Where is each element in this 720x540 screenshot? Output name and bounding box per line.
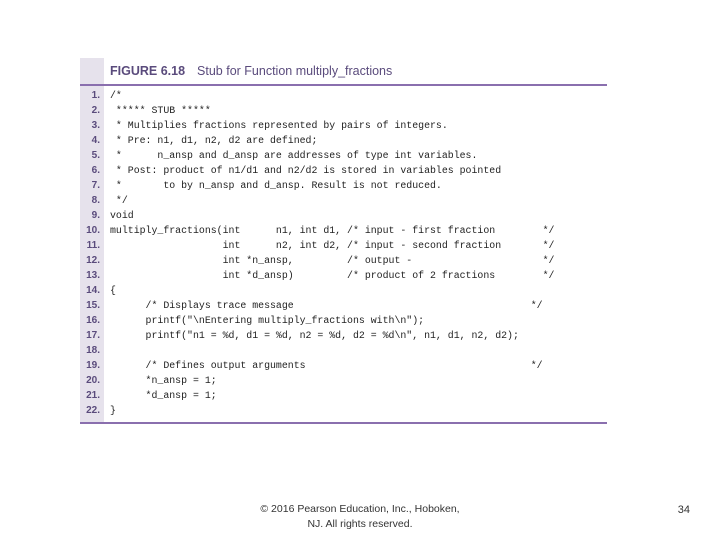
code-line: [110, 343, 554, 358]
line-number: 9.: [91, 210, 100, 221]
line-number-gutter: [80, 86, 104, 422]
line-number: 2.: [91, 105, 100, 116]
figure-label: FIGURE 6.18: [110, 64, 186, 78]
line-number: 3.: [91, 120, 100, 131]
copyright-notice: [220, 502, 500, 532]
code-line: multiply_fractions(int n1, int d1, /* input - first fraction */: [110, 225, 555, 236]
line-number: 6.: [91, 165, 100, 176]
code-line: int *n_ansp, /* output - */: [110, 255, 555, 266]
code-figure: [80, 58, 607, 424]
code-line: printf("\nEntering multiply_fractions with\n");: [110, 315, 425, 326]
line-number: 8.: [91, 195, 100, 206]
page-number: 34: [677, 504, 690, 516]
code-line: * Multiplies fractions represented by pairs of integers.: [110, 120, 448, 131]
code-line: * n_ansp and d_ansp are addresses of type int variables.: [110, 150, 478, 161]
line-number: 19.: [86, 360, 100, 371]
code-line: /* Displays trace message */: [110, 300, 543, 311]
code-line: void: [110, 210, 134, 221]
line-number: 22.: [86, 405, 100, 416]
code-line: *n_ansp = 1;: [110, 375, 217, 386]
gutter-header-strip: [80, 58, 104, 84]
code-line: * to by n_ansp and d_ansp. Result is not reduced.: [110, 180, 442, 191]
code-line: *d_ansp = 1;: [110, 390, 217, 401]
line-number: 11.: [86, 240, 100, 251]
copyright-line-1: © 2016 Pearson Education, Inc., Hoboken,: [260, 503, 460, 515]
line-number: 7.: [91, 180, 100, 191]
code-line: /* Defines output arguments */: [110, 360, 543, 371]
code-line: int *d_ansp) /* product of 2 fractions */: [110, 270, 555, 281]
code-line: ***** STUB *****: [110, 105, 211, 116]
code-line: /*: [110, 90, 122, 101]
code-line: * Pre: n1, d1, n2, d2 are defined;: [110, 135, 318, 146]
line-number: 12.: [86, 255, 100, 266]
line-number: 15.: [86, 300, 100, 311]
line-number: 14.: [86, 285, 100, 296]
code-line: {: [110, 285, 116, 296]
code-line: printf("n1 = %d, d1 = %d, n2 = %d, d2 = %d\n", n1, d1, n2, d2);: [110, 330, 519, 341]
line-number: 17.: [86, 330, 100, 341]
code-body: [104, 86, 554, 422]
code-line: }: [110, 405, 116, 416]
line-number: 20.: [86, 375, 100, 386]
line-number: 13.: [86, 270, 100, 281]
line-number: 5.: [91, 150, 100, 161]
copyright-line-2: NJ. All rights reserved.: [307, 518, 413, 530]
code-line: */: [110, 195, 128, 206]
code-listing: [80, 86, 607, 424]
line-number: 1.: [91, 90, 100, 101]
line-number: 18.: [86, 345, 100, 356]
code-line: * Post: product of n1/d1 and n2/d2 is stored in variables pointed: [110, 165, 502, 176]
line-number: 10.: [86, 225, 100, 236]
line-number: 4.: [91, 135, 100, 146]
code-line: int n2, int d2, /* input - second fraction */: [110, 240, 555, 251]
line-number: 16.: [86, 315, 100, 326]
figure-header: [80, 58, 607, 86]
figure-title: Stub for Function multiply_fractions: [197, 64, 393, 78]
line-number: 21.: [86, 390, 100, 401]
